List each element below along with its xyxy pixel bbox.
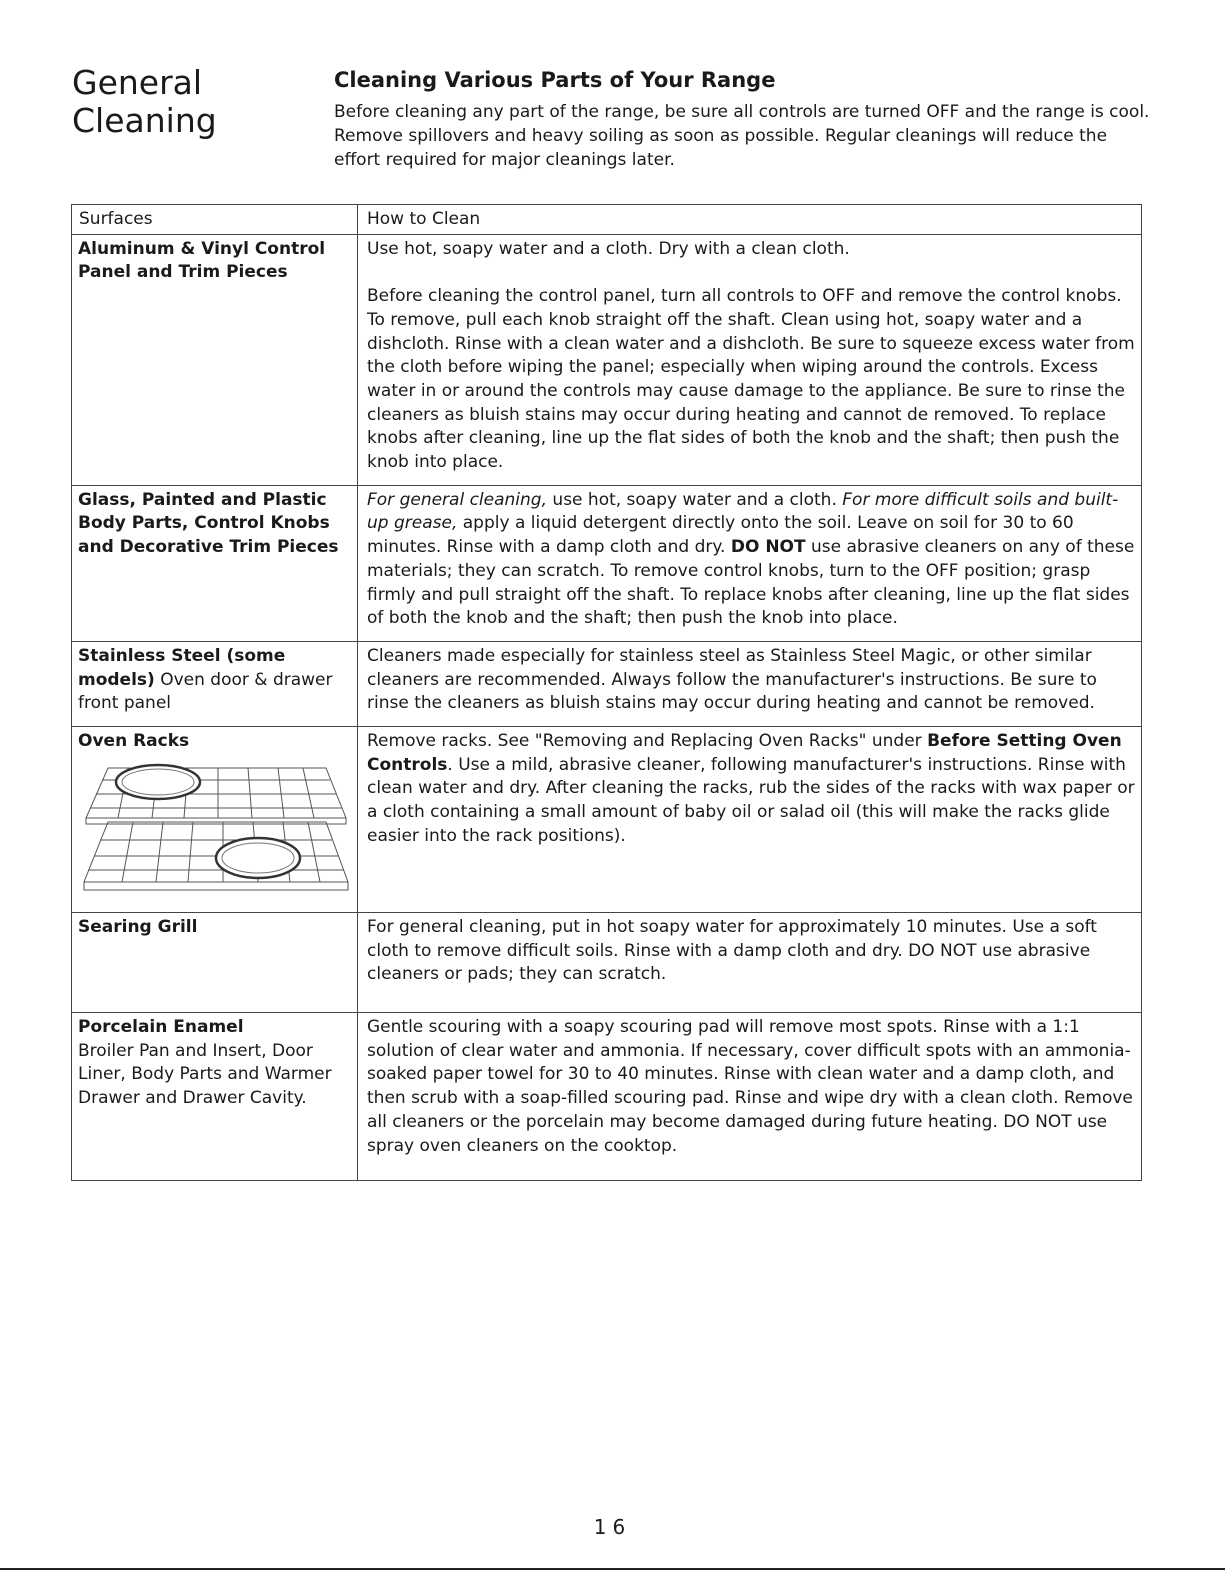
bottom-rule: [0, 1568, 1225, 1570]
header-how-to-clean: How to Clean: [358, 205, 1142, 235]
how-racks-t1: Remove racks. See "Removing and Replacing Oven Racks" under: [367, 731, 928, 752]
surface-steel-rest: Oven door & drawer front panel: [78, 669, 333, 714]
surface-porcelain-rest: Broiler Pan and Insert, Door Liner, Body Parts and Warmer Drawer and Drawer Cavity.: [78, 1040, 332, 1109]
how-aluminum-para2: Before cleaning the control panel, turn all controls to OFF and remove the control knobs. To remove, pull each knob straight off the shaft. Clean using hot, soapy water and a dishcloth. Rinse with a clean water and a dishcloth. Be sure to squeeze excess water from the cloth before wiping the panel; especially when wiping around the controls. Excess water in or around the controls may cause damage to the appliance. Be sure to rinse the cleaners as bluish stains may occur during heating and cannot de removed. To replace knobs after cleaning, line up the flat sides of both the knob and the shaft; then push the knob into place.: [367, 286, 1135, 473]
how-oven-racks: [358, 727, 1142, 913]
side-title-line1: General: [72, 63, 203, 102]
surface-searing-grill: Searing Grill: [72, 913, 358, 1013]
table-row: [72, 234, 1142, 485]
how-glass-em2: For more difficult soils and built-up grease,: [367, 489, 1119, 534]
table-row: [72, 641, 1142, 726]
surface-porcelain-bold: Porcelain Enamel: [78, 1017, 244, 1038]
how-aluminum-vinyl: [358, 234, 1142, 485]
how-racks-bold: Before Setting Oven Controls: [367, 731, 1122, 775]
how-porcelain-enamel: Gentle scouring with a soapy scouring pad will remove most spots. Rinse with a 1:1 solution of clear water and ammonia. If necessary, cover difficult spots with an ammonia-soaked paper towel for 30 to 40 minutes. Rinse with clean water and a damp cloth, and then scrub with a soap-filled scouring pad. Rinse and wipe dry with a clean cloth. Remove all cleaners or the porcelain may become damaged during future heating. DO NOT use spray oven cleaners on the cooktop.: [358, 1013, 1142, 1181]
how-stainless-steel: Cleaners made especially for stainless steel as Stainless Steel Magic, or other similar cleaners are recommended. Always follow the manufacturer's instructions. Be sure to rinse the cleaners as bluish stains may occur during heating and cannot be removed.: [358, 641, 1142, 726]
surface-racks-label: Oven Racks: [78, 731, 190, 752]
page-number: 16: [593, 1515, 632, 1539]
side-title: [72, 64, 312, 140]
side-title-line2: Cleaning: [72, 101, 217, 140]
header-surfaces: Surfaces: [72, 205, 358, 235]
how-glass-t2: apply a liquid detergent directly onto the soil. Leave on soil for 30 to 60 minutes. Rinse with a damp cloth and dry.: [367, 513, 1074, 558]
table-row: [72, 1013, 1142, 1181]
section-title: Cleaning Various Parts of Your Range: [334, 68, 776, 92]
how-glass-t1: use hot, soapy water and a cloth.: [547, 489, 843, 510]
table-header-row: [72, 205, 1142, 235]
intro-paragraph: Before cleaning any part of the range, be sure all controls are turned OFF and the range is cool. Remove spillovers and heavy soiling as soon as possible. Regular cleanings will reduce the effort required for major cleanings later.: [334, 102, 1150, 170]
how-searing-grill: For general cleaning, put in hot soapy water for approximately 10 minutes. Use a soft cloth to remove difficult soils. Rinse with a damp cloth and dry. DO NOT use abrasive cleaners or pads; they can scratch.: [358, 913, 1142, 1013]
table-row: [72, 485, 1142, 641]
oven-rack-illustration: [78, 758, 356, 900]
how-glass-do-not: DO NOT: [730, 537, 806, 558]
how-glass-t3: use abrasive cleaners on any of these materials; they can scratch. To remove control knobs, turn to the OFF position; grasp firmly and pull straight off the shaft. To replace knobs after cleaning, line up the flat sides of both the knob and the shaft; then push the knob into place.: [367, 537, 1135, 629]
how-aluminum-line1: Use hot, soapy water and a cloth. Dry with a clean cloth.: [367, 238, 850, 259]
surface-oven-racks: [72, 727, 358, 913]
how-glass-em1: For general cleaning,: [367, 489, 548, 510]
cleaning-table: [71, 204, 1142, 1181]
how-glass-painted-plastic: [358, 485, 1142, 641]
surface-aluminum-vinyl: Aluminum & Vinyl Control Panel and Trim Pieces: [72, 234, 358, 485]
table-row: [72, 913, 1142, 1013]
how-racks-t2: . Use a mild, abrasive cleaner, following manufacturer's instructions. Rinse with clean water and dry. After cleaning the racks, rub the sides of the racks with wax paper or a cloth containing a small amount of baby oil or salad oil (this will make the racks glide easier into the rack positions).: [367, 754, 1135, 846]
surface-glass-painted-plastic: Glass, Painted and Plastic Body Parts, Control Knobs and Decorative Trim Pieces: [72, 485, 358, 641]
surface-porcelain-enamel: [72, 1013, 358, 1181]
section-header: [334, 66, 1154, 172]
surface-stainless-steel: [72, 641, 358, 726]
surface-steel-bold: Stainless Steel (some models): [78, 645, 286, 690]
table-row: [72, 727, 1142, 913]
